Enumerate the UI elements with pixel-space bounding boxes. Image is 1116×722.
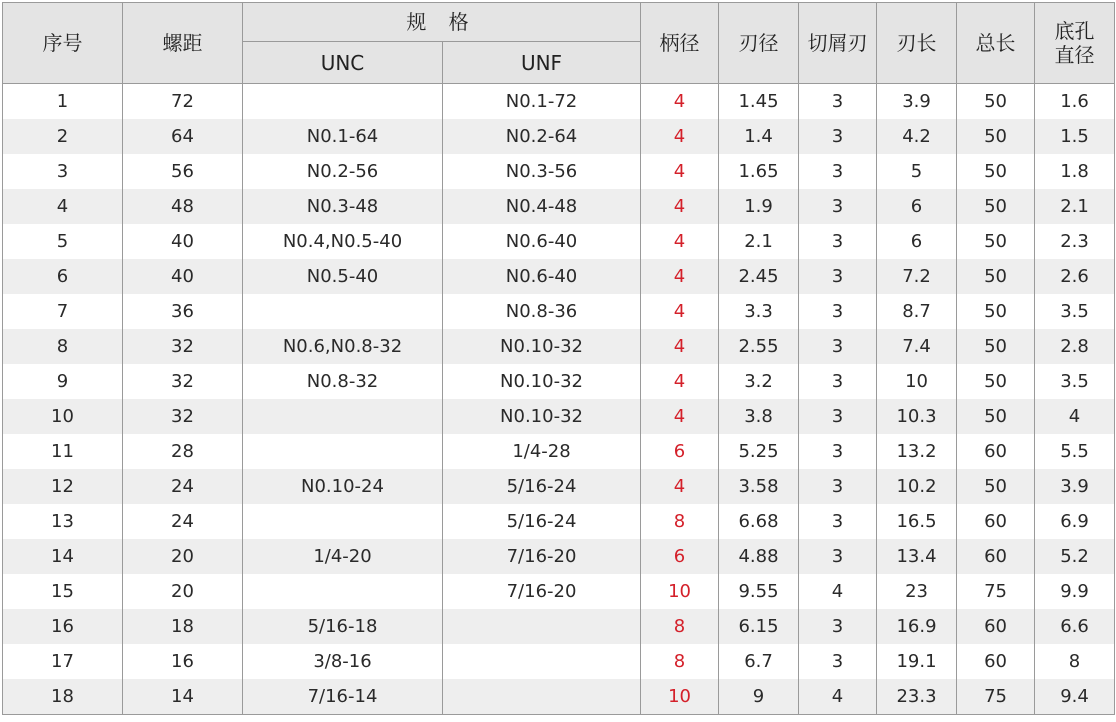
cell-total-len: 60 (957, 504, 1035, 539)
cell-shank: 10 (641, 679, 719, 715)
cell-shank: 8 (641, 504, 719, 539)
cell-hole-dia: 1.5 (1035, 119, 1115, 154)
cell-seq: 13 (3, 504, 123, 539)
header-blade-dia: 刃径 (719, 3, 799, 84)
cell-flutes: 3 (799, 399, 877, 434)
cell-seq: 14 (3, 539, 123, 574)
cell-shank: 4 (641, 469, 719, 504)
cell-unc (243, 84, 443, 120)
cell-blade-len: 6 (877, 189, 957, 224)
header-unf: UNF (443, 42, 641, 84)
table-row (3, 539, 1115, 574)
cell-pitch: 24 (123, 469, 243, 504)
cell-total-len: 60 (957, 609, 1035, 644)
cell-total-len: 75 (957, 574, 1035, 609)
cell-blade-dia: 2.45 (719, 259, 799, 294)
cell-unc: 7/16-14 (243, 679, 443, 715)
cell-seq: 4 (3, 189, 123, 224)
cell-total-len: 50 (957, 364, 1035, 399)
cell-blade-len: 4.2 (877, 119, 957, 154)
cell-shank: 4 (641, 259, 719, 294)
table-row (3, 469, 1115, 504)
cell-unf: N0.6-40 (443, 224, 641, 259)
cell-shank: 4 (641, 399, 719, 434)
cell-unc: N0.5-40 (243, 259, 443, 294)
cell-flutes: 3 (799, 539, 877, 574)
cell-pitch: 18 (123, 609, 243, 644)
cell-total-len: 50 (957, 399, 1035, 434)
cell-seq: 1 (3, 84, 123, 120)
table-row (3, 609, 1115, 644)
cell-hole-dia: 6.6 (1035, 609, 1115, 644)
cell-shank: 8 (641, 609, 719, 644)
cell-seq: 8 (3, 329, 123, 364)
header-blade-len: 刃长 (877, 3, 957, 84)
cell-unc (243, 294, 443, 329)
cell-flutes: 3 (799, 189, 877, 224)
cell-hole-dia: 3.5 (1035, 294, 1115, 329)
cell-hole-dia: 4 (1035, 399, 1115, 434)
cell-blade-dia: 6.7 (719, 644, 799, 679)
cell-hole-dia: 5.2 (1035, 539, 1115, 574)
cell-blade-dia: 1.9 (719, 189, 799, 224)
cell-unc (243, 504, 443, 539)
cell-total-len: 60 (957, 434, 1035, 469)
cell-blade-dia: 2.1 (719, 224, 799, 259)
cell-hole-dia: 3.9 (1035, 469, 1115, 504)
table-row (3, 189, 1115, 224)
cell-blade-len: 10 (877, 364, 957, 399)
cell-total-len: 50 (957, 294, 1035, 329)
cell-hole-dia: 9.9 (1035, 574, 1115, 609)
header-hole-line1: 底孔 (1054, 19, 1095, 43)
cell-pitch: 24 (123, 504, 243, 539)
table-row (3, 364, 1115, 399)
cell-flutes: 3 (799, 329, 877, 364)
cell-pitch: 40 (123, 224, 243, 259)
cell-hole-dia: 8 (1035, 644, 1115, 679)
cell-flutes: 3 (799, 504, 877, 539)
cell-blade-dia: 1.4 (719, 119, 799, 154)
cell-pitch: 32 (123, 329, 243, 364)
cell-blade-len: 5 (877, 154, 957, 189)
cell-seq: 2 (3, 119, 123, 154)
cell-unf: 1/4-28 (443, 434, 641, 469)
cell-hole-dia: 2.6 (1035, 259, 1115, 294)
cell-shank: 4 (641, 329, 719, 364)
cell-seq: 6 (3, 259, 123, 294)
cell-total-len: 50 (957, 84, 1035, 120)
cell-blade-dia: 3.2 (719, 364, 799, 399)
header-hole-dia (1035, 3, 1115, 84)
cell-unf: 7/16-20 (443, 574, 641, 609)
cell-unc: N0.10-24 (243, 469, 443, 504)
table-row (3, 84, 1115, 120)
cell-blade-len: 10.3 (877, 399, 957, 434)
cell-pitch: 16 (123, 644, 243, 679)
cell-total-len: 75 (957, 679, 1035, 715)
cell-hole-dia: 1.8 (1035, 154, 1115, 189)
cell-shank: 4 (641, 364, 719, 399)
cell-pitch: 72 (123, 84, 243, 120)
cell-blade-len: 23 (877, 574, 957, 609)
cell-blade-dia: 3.8 (719, 399, 799, 434)
cell-hole-dia: 1.6 (1035, 84, 1115, 120)
header-seq: 序号 (3, 3, 123, 84)
header-pitch: 螺距 (123, 3, 243, 84)
table-row (3, 434, 1115, 469)
cell-seq: 5 (3, 224, 123, 259)
cell-seq: 3 (3, 154, 123, 189)
cell-unf: N0.10-32 (443, 399, 641, 434)
cell-seq: 9 (3, 364, 123, 399)
cell-pitch: 32 (123, 399, 243, 434)
cell-unf: N0.10-32 (443, 364, 641, 399)
cell-blade-dia: 3.58 (719, 469, 799, 504)
cell-blade-len: 6 (877, 224, 957, 259)
cell-pitch: 20 (123, 539, 243, 574)
header-spec: 规 格 (243, 3, 641, 42)
cell-blade-len: 16.9 (877, 609, 957, 644)
cell-hole-dia: 2.3 (1035, 224, 1115, 259)
table-row (3, 679, 1115, 715)
cell-shank: 4 (641, 84, 719, 120)
cell-shank: 4 (641, 224, 719, 259)
cell-seq: 18 (3, 679, 123, 715)
cell-flutes: 3 (799, 434, 877, 469)
header-shank: 柄径 (641, 3, 719, 84)
cell-unc: 5/16-18 (243, 609, 443, 644)
table-row (3, 574, 1115, 609)
cell-unc: N0.6,N0.8-32 (243, 329, 443, 364)
cell-seq: 10 (3, 399, 123, 434)
cell-unf: N0.8-36 (443, 294, 641, 329)
cell-seq: 12 (3, 469, 123, 504)
header-hole-line2: 直径 (1054, 43, 1095, 67)
spec-table (2, 2, 1115, 715)
cell-flutes: 3 (799, 154, 877, 189)
cell-flutes: 4 (799, 679, 877, 715)
cell-blade-len: 13.2 (877, 434, 957, 469)
cell-seq: 11 (3, 434, 123, 469)
cell-unc: N0.3-48 (243, 189, 443, 224)
header-flutes: 切屑刃 (799, 3, 877, 84)
cell-total-len: 50 (957, 189, 1035, 224)
cell-blade-len: 13.4 (877, 539, 957, 574)
cell-blade-len: 8.7 (877, 294, 957, 329)
table-row (3, 294, 1115, 329)
cell-flutes: 3 (799, 609, 877, 644)
table-row (3, 644, 1115, 679)
cell-hole-dia: 9.4 (1035, 679, 1115, 715)
table-row (3, 119, 1115, 154)
cell-blade-len: 7.4 (877, 329, 957, 364)
cell-unc (243, 574, 443, 609)
cell-shank: 4 (641, 119, 719, 154)
cell-unf (443, 679, 641, 715)
cell-pitch: 14 (123, 679, 243, 715)
cell-flutes: 3 (799, 469, 877, 504)
cell-total-len: 50 (957, 154, 1035, 189)
cell-total-len: 60 (957, 644, 1035, 679)
cell-shank: 4 (641, 189, 719, 224)
cell-shank: 6 (641, 539, 719, 574)
table-row (3, 504, 1115, 539)
cell-blade-dia: 4.88 (719, 539, 799, 574)
cell-hole-dia: 2.1 (1035, 189, 1115, 224)
cell-flutes: 3 (799, 644, 877, 679)
cell-unf: N0.6-40 (443, 259, 641, 294)
cell-unc (243, 434, 443, 469)
table-row (3, 329, 1115, 364)
cell-total-len: 50 (957, 259, 1035, 294)
cell-hole-dia: 6.9 (1035, 504, 1115, 539)
cell-hole-dia: 5.5 (1035, 434, 1115, 469)
cell-blade-len: 7.2 (877, 259, 957, 294)
table-row (3, 259, 1115, 294)
cell-shank: 8 (641, 644, 719, 679)
cell-total-len: 50 (957, 224, 1035, 259)
cell-total-len: 60 (957, 539, 1035, 574)
cell-unc: N0.8-32 (243, 364, 443, 399)
cell-unf: N0.10-32 (443, 329, 641, 364)
cell-blade-dia: 9 (719, 679, 799, 715)
cell-unf: N0.2-64 (443, 119, 641, 154)
cell-unf: 5/16-24 (443, 469, 641, 504)
cell-hole-dia: 2.8 (1035, 329, 1115, 364)
cell-hole-dia: 3.5 (1035, 364, 1115, 399)
cell-total-len: 50 (957, 469, 1035, 504)
cell-pitch: 20 (123, 574, 243, 609)
cell-blade-dia: 6.68 (719, 504, 799, 539)
cell-shank: 4 (641, 294, 719, 329)
cell-blade-dia: 1.65 (719, 154, 799, 189)
cell-pitch: 40 (123, 259, 243, 294)
cell-blade-dia: 5.25 (719, 434, 799, 469)
cell-unf (443, 644, 641, 679)
cell-total-len: 50 (957, 329, 1035, 364)
cell-flutes: 3 (799, 294, 877, 329)
cell-pitch: 32 (123, 364, 243, 399)
table-body (3, 84, 1115, 715)
cell-blade-len: 10.2 (877, 469, 957, 504)
cell-unf: N0.1-72 (443, 84, 641, 120)
table-header (3, 3, 1115, 84)
cell-unc: 3/8-16 (243, 644, 443, 679)
cell-unf: N0.4-48 (443, 189, 641, 224)
cell-pitch: 28 (123, 434, 243, 469)
cell-blade-dia: 9.55 (719, 574, 799, 609)
cell-unf: 7/16-20 (443, 539, 641, 574)
cell-shank: 10 (641, 574, 719, 609)
cell-blade-dia: 6.15 (719, 609, 799, 644)
cell-blade-len: 19.1 (877, 644, 957, 679)
header-unc: UNC (243, 42, 443, 84)
cell-flutes: 3 (799, 119, 877, 154)
cell-flutes: 3 (799, 364, 877, 399)
table-row (3, 154, 1115, 189)
cell-unc (243, 399, 443, 434)
cell-shank: 4 (641, 154, 719, 189)
cell-flutes: 3 (799, 259, 877, 294)
cell-unf: N0.3-56 (443, 154, 641, 189)
cell-unc: 1/4-20 (243, 539, 443, 574)
cell-blade-len: 3.9 (877, 84, 957, 120)
cell-seq: 15 (3, 574, 123, 609)
cell-blade-dia: 3.3 (719, 294, 799, 329)
cell-blade-len: 16.5 (877, 504, 957, 539)
table-row (3, 399, 1115, 434)
cell-pitch: 48 (123, 189, 243, 224)
cell-seq: 7 (3, 294, 123, 329)
cell-blade-len: 23.3 (877, 679, 957, 715)
cell-unf (443, 609, 641, 644)
header-total-len: 总长 (957, 3, 1035, 84)
cell-pitch: 56 (123, 154, 243, 189)
table-row (3, 224, 1115, 259)
cell-flutes: 4 (799, 574, 877, 609)
cell-pitch: 36 (123, 294, 243, 329)
cell-unc: N0.1-64 (243, 119, 443, 154)
cell-seq: 16 (3, 609, 123, 644)
cell-blade-dia: 2.55 (719, 329, 799, 364)
cell-pitch: 64 (123, 119, 243, 154)
cell-blade-dia: 1.45 (719, 84, 799, 120)
cell-total-len: 50 (957, 119, 1035, 154)
cell-unc: N0.2-56 (243, 154, 443, 189)
cell-seq: 17 (3, 644, 123, 679)
cell-flutes: 3 (799, 224, 877, 259)
cell-flutes: 3 (799, 84, 877, 120)
cell-unc: N0.4,N0.5-40 (243, 224, 443, 259)
cell-shank: 6 (641, 434, 719, 469)
cell-unf: 5/16-24 (443, 504, 641, 539)
